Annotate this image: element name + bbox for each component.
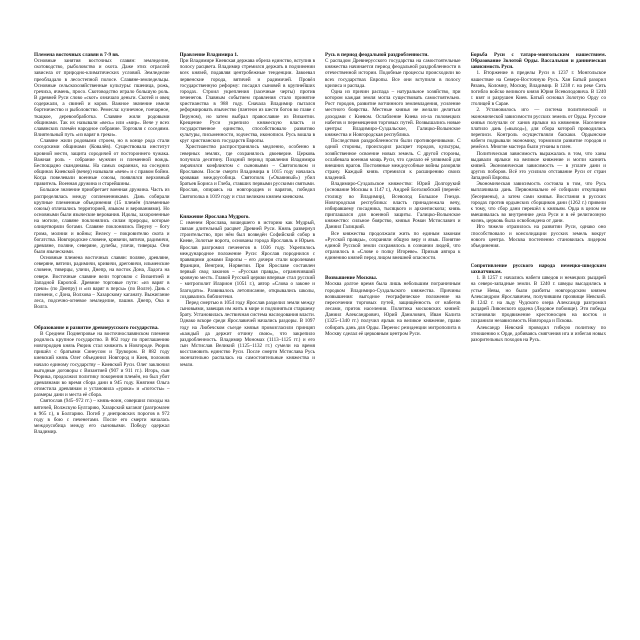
paragraph: С распадом Древнерусского государства на самостоятельные княжества начинается период феодальной раздробленности в отечественной истории. Подобные процессы происходили во всех государствах Европы. Все они вступили в полосу кризиса и распада.	[325, 58, 461, 89]
text-column-3	[325, 52, 461, 592]
spacer	[34, 311, 170, 325]
text-column-1	[34, 52, 170, 592]
section-heading: Правление Владимира 1.	[179, 52, 239, 58]
text-column-2	[180, 52, 316, 592]
paragraph: Основные племена восточных славян: поляне, древляне, северяне, вятичи, радимичи, кривичи, дреговичи, ильменские словене, тиверцы, уличи, Днепр, на восток Дона, Ладога на севере. Восточные славяне вели торговлю с Византией и Западной Европой. Древние торговые пути: «из варяг в греки» (по Днепру) и «из варяг в персы» (по Волге). Дань с племени, с Дона, Волхова – Хазарскому каганату. Выжигание леса, подсечно-огневое земледелие, пашня. Днепр, Ока и Волга.	[34, 255, 170, 311]
paragraph: Александр Невский проводил гибкую политику по отношению к Орде, добиваясь смягчения ига и избегая новых разорительных походов на Русь.	[470, 324, 606, 343]
paragraph: 1. В 1257 г. начались набеги шведов и немецких рыцарей на северо-западные земли. В 1240 г. шведы высадились в устье Невы, но были разбиты новгородским князем Александром Ярославичем, получившим прозвище Невский. В 1242 г. на льду Чудского озера Александр разгромил рыцарей Ливонского ордена (Ледовое побоище). Эти победы остановили продвижение крестоносцев на восток и сохранили независимость Новгорода и Пскова.	[470, 275, 606, 325]
paragraph: Одна из причин распада – натуральное хозяйство, при котором каждая земля могла существовать самостоятельно. Рост городов, развитие вотчинного землевладения, усиление местного боярства. Местные князья не желали делиться доходами с Киевом. Ослабление Киева из-за половецких набегов и перемещения торговых путей. Возвышались новые центры: Владимиро-Суздальское, Галицко-Волынское княжества и Новгородская республика.	[325, 88, 461, 139]
paragraph: 2. Установилось иго — система политической и экономической зависимости русских земель от Орды. Русские князья получали от ханов ярлыки на княжение. Население платило дань («выход»), для сбора которой проводились переписи. Контроль осуществляли баскаки. Ордынские набеги подрывали экономику, тормозили развитие городов и ремёсел. Многие мастера были угнаны в плен.	[470, 107, 606, 151]
paragraph: Святослав (945–972 гг.) – князь-воин, совершил походы на вятичей, Волжскую Булгарию, Хазарский каганат (разгромлен в 965 г.), в Болгарию. Погиб у днепровских порогов в 972 году в бою с печенегами. После его смерти началась междоусобица между его сыновьями. Победу одержал Владимир.	[34, 398, 170, 436]
paragraph: Экономическая зависимость состояла в том, что Русь выплачивала дань. Первоначально её собирали откупщики (бесермены), а затем сами князья. Восстания в русских городах против ордынских сборщиков дани (1262 г.) привели к тому, что сбор дани перешёл к князьям. Орда в целом не вмешивалась во внутренние дела Руси и в её религиозную жизнь, церковь была освобождена от дани.	[470, 181, 606, 225]
paragraph: Все княжества продолжали жить по единым законам «Русской правды», сохраняли общую веру и язык. Понятие единой Русской земли сохранялось в сознании людей, что отразилось в «Слове о полку Игореве». Призыв автора к единению князей перед лицом внешней опасности.	[325, 230, 461, 262]
section-heading: Образование и развитие древнерусского государства.	[34, 324, 159, 331]
paragraph: 1. Вторжение в пределы Руси в 1237 г. Монгольское нашествие на Северо-Восточную Русь. Хан Батый разорил Рязань, Коломну, Москву, Владимир. В 1238 г. на реке Сить погибло войско великого князя Юрия Всеволодовича. В 1240 г. взят и разрушен Киев. Батый основал Золотую Орду со столицей в Сарае.	[470, 70, 606, 108]
section-heading: Племена восточных славян в 7-9 вв.	[34, 52, 120, 58]
text-column-4	[471, 52, 607, 592]
paragraph: Христианство распространялось медленно, особенно в северных землях, где сохранялось двоеверие. Церковь получила десятину. Поздний период правления Владимира омрачился конфликтом с сыновьями – Святополком и Ярославом. После смерти Владимира в 1015 году началась кровавая междоусобица. Святополк («Окаянный») убил братьев Бориса и Глеба, ставших первыми русскими святыми. Ярослав, опираясь на новгородцев и варягов, победил Святополка в 1019 году и стал великим князем киевским.	[179, 144, 315, 200]
spacer	[325, 261, 461, 275]
spacer	[180, 200, 316, 214]
paragraph: Основные занятия восточных славян: земледелие, скотоводство, рыболовство и охота. Даже этих отраслей зависела от природно-климатических условий. Земледелие преобладало в лесостепной полосе. Славяне-земледельцы. Основные сельскохозяйственные культуры: пшеница, рожь, гречиха, ячмень, просо. Скотоводство играло большую роль. В древней Руси слово «скот» означало деньги. Скотей и овец содержали, а свиней и коров. Важное значение имели бортничество и рыболовство. Ремесла: кузнечное, гончарное, ткацкое, деревообработка. Славяне жили родовыми общинами. Так их называли «весь» или «мир». Вече у всех славянских племён народное собрание. Торговля с соседями. Влиятельный путь «из варяг в греки».	[34, 58, 170, 139]
paragraph: Последствия раздробленности были противоречивыми. С одной стороны, происходил расцвет городов, культуры, хозяйственное освоение новых земель. С другой стороны, ослабевала военная мощь Руси, что сделало её уязвимой для внешних врагов. Постоянные междоусобные войны разоряли страну. Каждый князь стремился к расширению своих владений.	[325, 138, 461, 182]
paragraph: Славяне жили родовыми строем, но в конце рода стали соседскими общинами (Ковалёв). Существовала институт кровной мести, защита сородичей от постороннего чужака. Важная роль - собрание мужчин и племенной вождь. Беспощадно скандинавы. На самых окраинах, на соседних общинах Киевской (вечер) называли «вече» и с правом бойни. Когда повелевали военные союзы, появлялся верховный правитель. Военная дружина и старейшины.	[34, 138, 170, 188]
paragraph: Политическая зависимость выражалась в том, что ханы выдавали ярлыки на великое княжение и могли казнить князей. Экономическая зависимость — в уплате дани и других поборов. Всё это усилило отставание Руси от стран Западной Европы.	[470, 150, 606, 182]
paragraph: С именем Ярослава, вошедшего в историю как Мудрый, связан длительный расцвет Древней Руси. Князь развернул строительство, при нём был возведён Софийский собор в Киеве, Золотые ворота, основаны города Ярославль и Юрьев. Ярослав разгромил печенегов в 1036 году. Укрепилось международное положение Руси: Ярослав породнился с правящими домами Европы – его дочери стали королевами Франции, Венгрии, Норвегии. При Ярославе составлен первый свод законов – «Русская правда», ограничивший кровную месть. Главой Русской церкви впервые стал русский – митрополит Иларион (1051 г.), автор «Слова о законе и благодати». Развивалось летописание, открывались школы, создавались библиотеки.	[179, 219, 315, 300]
paragraph: Большое значение приобретает военная дружина. Часть из распределялась между соплеменниками. Дань собирали крупные племенные объединения (15 племён (племенные союзы) отличались территорией, языком и верованиями). Но основными были языческие верования. Идолы, захороненные на могиле, славяне поклонялись силам природы, которые олицетворяли богами. Славяне поклонялись Перуну – богу грома, молнии и войны; Велесу – покровителю скота и богатства. Новгородские словене, кривичи, вятичи, радимичи, древляне, поляне, северяне, дулебы, уличи, тиверцы. Они были языческими.	[34, 187, 170, 255]
section-heading: Сопротивление русского народа немецко-шведским захватчикам.	[470, 263, 606, 276]
paragraph: В Среднем Поднепровье на восточнославянском племени родилось крупное государство. В 862 году по приглашению новгородцев князь Рюрик стал княжить в Новгороде. Рюрик пришёл с братьями Синеусом и Трувором. В 882 году киевский князь Олег объединил Новгород и Киев, положив начало единому государству – Киевской Руси. Олег заключил выгодные договоры с Византией (907 и 911 гг.). Игорь, сын Рюрика, продолжил политику покорения племён, но был убит древлянами во время сбора дани в 945 году. Княгиня Ольга отомстила древлянам и установила «уроки» и «погосты» – размеры дани и места её сбора.	[34, 330, 170, 399]
document-page	[34, 52, 606, 592]
paragraph: Владимиро-Суздальское княжество: Юрий Долгорукий (основание Москвы в 1147 г.), Андрей Боголюбский (перенёс столицу во Владимир), Всеволод Большое Гнездо. Новгородская республика: власть принадлежала вечу, избиравшему посадника, тысяцкого и архиепископа; князь приглашался для военной защиты. Галицко-Волынское княжество: сильное боярство, князья Роман Мстиславич и Даниил Галицкий.	[325, 181, 461, 231]
paragraph: Москва долгое время была лишь небольшим пограничным городком Владимиро-Суздальского княжества. Причины возвышения: выгодное географическое положение на пересечении торговых путей, защищённость от набегов лесами, приток населения. Политика московских князей: Даниил Александрович, Юрий Данилович, Иван Калита (1325–1340 гг.) получил ярлык на великое княжение, право собирать дань для Орды. Перенос резиденции митрополита в Москву сделал её церковным центром Руси.	[325, 281, 461, 337]
paragraph: Перед смертью в 1054 году Ярослав разделил земли между сыновьями, завещав им жить в мире и подчиняться старшему брату. Установилась лествичная система наследования власти. Однако вскоре среди Ярославичей начались раздоры. В 1097 году на Любечском съезде князья провозгласили принцип «каждый да держит отчину свою», что закрепило раздробленность. Владимир Мономах (1113–1125 гг.) и его сын Мстислав Великий (1125–1132 гг.) сумели на время восстановить единство Руси. После смерти Мстислава Русь окончательно распалась на самостоятельные княжества и земли.	[179, 299, 315, 368]
spacer	[471, 249, 607, 263]
section-heading: Княжение Ярослава Мудрого.	[179, 213, 250, 220]
section-heading: Русь в период феодальной раздробленности.	[325, 52, 429, 58]
paragraph: Иго тяжело отразилось на развитии Руси, однако оно способствовало и консолидации русских земель вокруг нового центра. Москва постепенно становилась лидером объединения.	[470, 224, 606, 249]
paragraph: При Владимире Киевская держава обрела единство, вступив в полосу расцвета. Владимир стремился держать в подчинении всех князей, подавляя центробежные тенденции. Завоевал червенские города, вятичей и радимичей. Провёл государственную реформу: посадил сыновей в крупнейших городах. Строил укрепления (засечные черты) против печенегов. Главным событием правления стало принятие христианства в 988 году. Сначала Владимир пытался реформировать язычество (пантеон из шести богов во главе с Перуном), но затем выбрал православие из Византии. Крещение Руси укрепило княжескую власть и государственное единство, способствовало развитию культуры, письменности, зодчества, иконописи. Русь вошла в круг христианских государств Европы.	[179, 58, 315, 145]
section-heading: Борьба Руси с татаро-монгольским нашествием. Образование Золотой Орды. Вассальная и данническая зависимость Руси.	[470, 52, 606, 71]
section-heading: Возвышение Москвы.	[325, 275, 378, 282]
